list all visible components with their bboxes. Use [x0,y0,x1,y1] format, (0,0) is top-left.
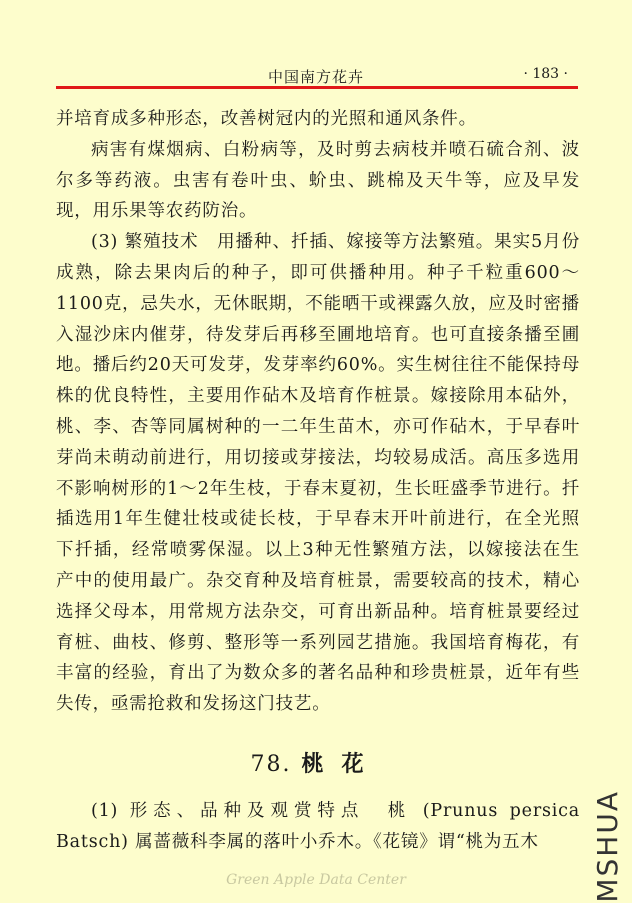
paragraph: 并培育成多种形态，改善树冠内的光照和通风条件。 [56,109,477,129]
section-heading [0,747,632,778]
header-rule [56,86,578,89]
watermark: Green Apple Data Center [226,872,406,888]
section-number: 78. [250,752,292,777]
section-text [56,796,580,858]
running-header [56,62,576,86]
side-watermark: MSHUA [591,790,624,903]
page-number: · 183 · [523,66,568,82]
book-title: 中国南方花卉 [268,68,365,86]
paragraph: (3) 繁殖技术 用播种、扦插、嫁接等方法繁殖。果实5月份成熟，除去果肉后的种子，即可供播种用。种子千粒重600～1100克，忌失水，无休眠期，不能晒干或裸露久放，应及时密播入湿沙床内催芽，待发芽后再移至圃地培育。也可直接条播至圃地。播后约20天可发芽，发芽率约60%。实生树往往不能保持母株的优良特性，主要用作砧木及培育作桩景。嫁接除用本砧外，桃、李、杏等同属树种的一二年生苗木，亦可作砧木，于早春叶芽尚未萌动前进行，用切接或芽接法，均较易成活。高压多选用不影响树形的1～2年生枝，于春末夏初，生长旺盛季节进行。扦插选用1年生健壮枝或徒长枝，于早春末开叶前进行，在全光照下扦插，经常喷雾保湿。以上3种无性繁殖方法，以嫁接法在生产中的使用最广。杂交育种及培育桩景，需要较高的技术，精心选择父母本，用常规方法杂交，可育出新品种。培育桩景要经过育桩、曲枝、修剪、整形等一系列园艺措施。我国培育梅花，有丰富的经验，育出了为数众多的著名品种和珍贵桩景，近年有些失传，亟需抢救和发扬这门技艺。 [56,232,580,715]
section-title: 桃花 [301,751,382,777]
paragraph: 病害有煤烟病、白粉病等，及时剪去病枝并喷石硫合剂、波尔多等药液。虫害有卷叶虫、蚧虫、跳棉及天牛等，应及早发现，用乐果等农药防治。 [56,139,580,222]
paragraph: (1) 形态、品种及观赏特点 桃 (Prunus persica Batsch) 属蔷薇科李属的落叶小乔木。《花镜》谓“桃为五木 [56,801,580,852]
body-text [56,104,580,720]
